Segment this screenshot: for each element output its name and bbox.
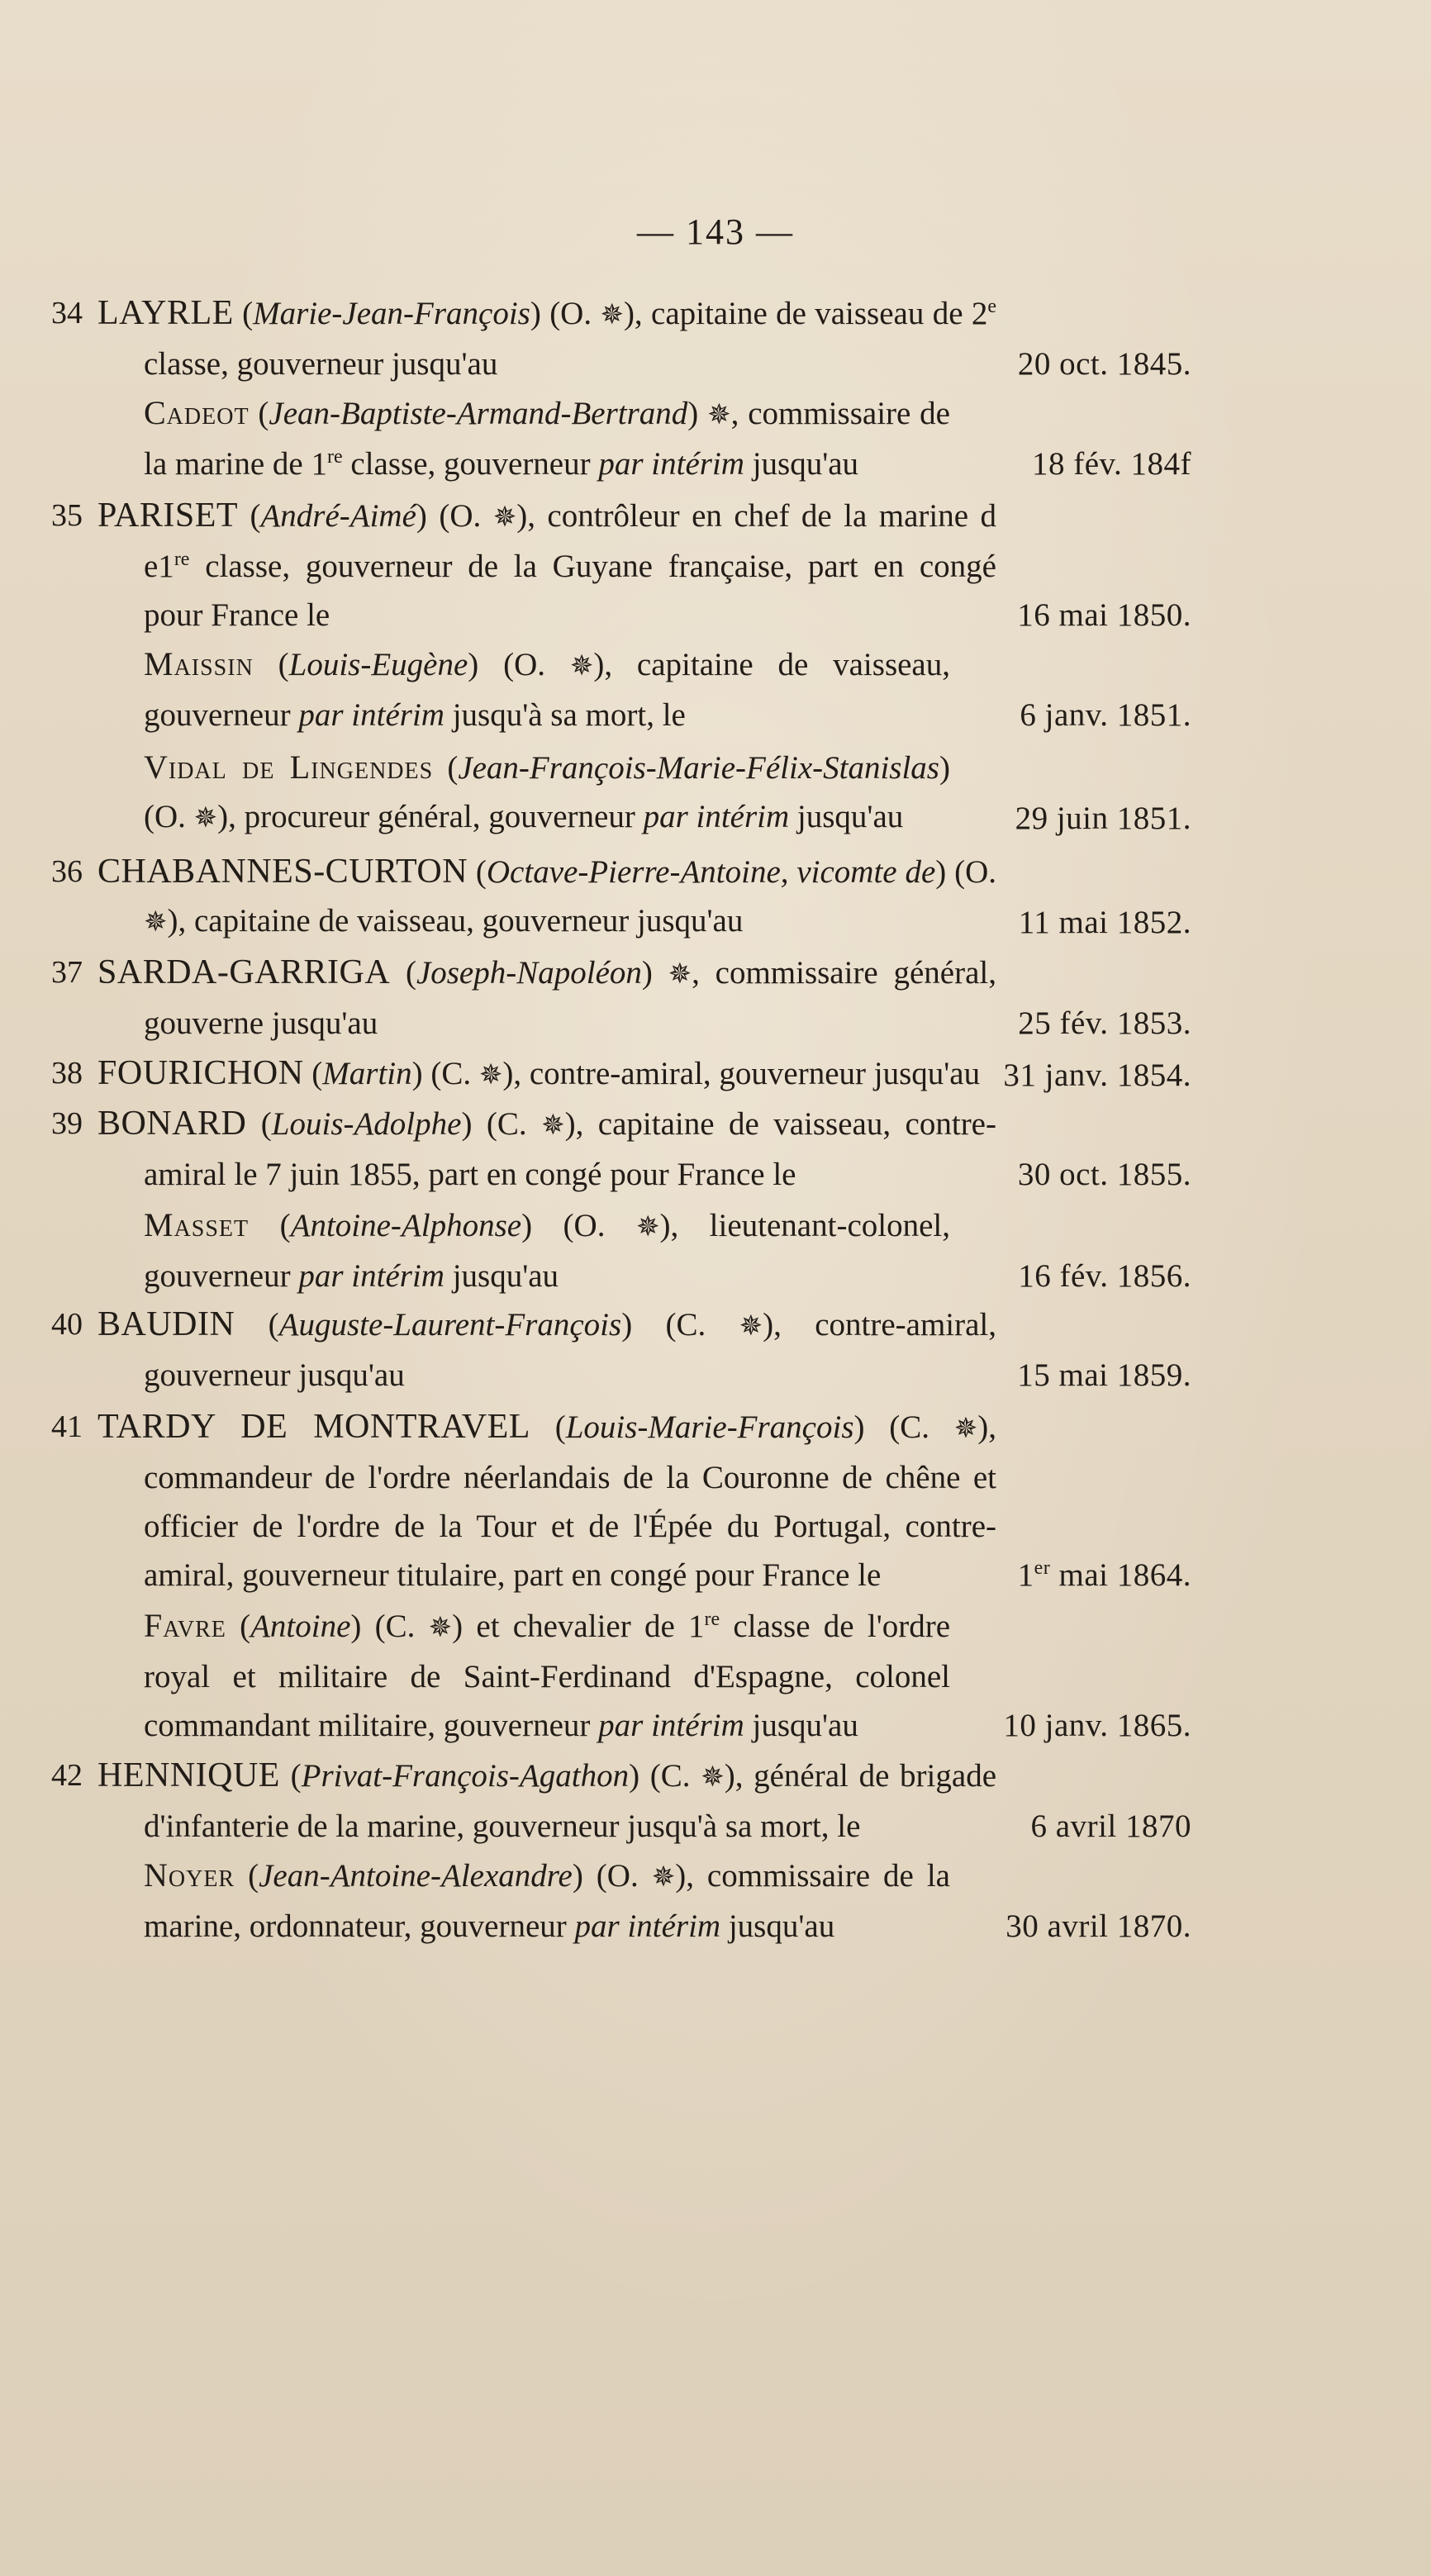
entry-description: (C. ✵), contre-amiral, gouverneur jusqu'au bbox=[144, 1307, 996, 1393]
entry-text: Favre (Antoine) (C. ✵) et chevalier de 1re classe de l'ordre royal et militaire de Saint-Ferdinand d'Espagne, colonel commandant militaire, gouverneur par intérim jusqu'au bbox=[144, 1607, 950, 1743]
entry-date: 30 avril 1870. bbox=[1006, 1908, 1191, 1944]
entry-text: Cadeot (Jean-Baptiste-Armand-Bertrand) ✵, commissaire de la marine de 1re classe, gouverneur par intérim jusqu'au bbox=[144, 394, 950, 482]
governor-entry bbox=[0, 1300, 1431, 1400]
governor-entry bbox=[0, 1751, 1431, 1851]
entry-description: (O. ✵), lieutenant-colonel, gouverneur par intérim jusqu'au bbox=[144, 1208, 950, 1294]
governor-name: Cadeot bbox=[144, 394, 250, 431]
governor-entry bbox=[0, 1100, 1431, 1199]
governor-name: TARDY DE MONTRAVEL bbox=[97, 1408, 530, 1446]
entry-text: Maissin (Louis-Eugène) (O. ✵), capitaine de vaisseau, gouverneur par intérim jusqu'à sa mort, le bbox=[144, 645, 950, 733]
entry-text: BAUDIN (Auguste-Laurent-François) (C. ✵), contre-amiral, gouverneur jusqu'au bbox=[97, 1305, 996, 1393]
entry-date: 20 oct. 1845. bbox=[1017, 346, 1191, 382]
entry-text: BONARD (Louis-Adolphe) (C. ✵), capitaine de vaisseau, contre-amiral le 7 juin 1855, part en congé pour France le bbox=[97, 1105, 996, 1192]
entry-number: 38 bbox=[51, 1056, 83, 1091]
entry-description: (C. ✵), général de brigade d'infanterie de la marine, gouverneur jusqu'à sa mort, le bbox=[144, 1758, 997, 1844]
entry-date: 30 oct. 1855. bbox=[1017, 1157, 1191, 1192]
governor-forenames: Octave-Pierre-Antoine, vicomte de bbox=[486, 854, 936, 890]
entry-text: SARDA-GARRIGA (Joseph-Napoléon) ✵, commissaire général, gouverne jusqu'au bbox=[97, 953, 996, 1041]
governor-forenames: Louis-Marie-François bbox=[565, 1409, 854, 1445]
entry-number: 37 bbox=[51, 955, 83, 990]
governor-forenames: Louis-Eugène bbox=[288, 647, 468, 682]
governor-name: Vidal de Lingendes bbox=[144, 749, 434, 786]
entry-description: ✵, commissaire général, gouverne jusqu'au bbox=[144, 955, 996, 1041]
governor-forenames: Privat-François-Agathon bbox=[301, 1758, 630, 1794]
governor-entry bbox=[0, 848, 1431, 947]
governor-forenames: Jean-François-Marie-Félix-Stanislas bbox=[458, 750, 939, 786]
interim-entry bbox=[0, 639, 1431, 739]
entry-text: Noyer (Jean-Antoine-Alexandre) (O. ✵), commissaire de la marine, ordonnateur, gouverneur par intérim jusqu'au bbox=[144, 1856, 950, 1944]
interim-entry bbox=[0, 388, 1431, 488]
interim-entry bbox=[0, 743, 1431, 843]
entry-text: FOURICHON (Martin) (C. ✵), contre-amiral, gouverneur jusqu'au bbox=[97, 1054, 981, 1092]
entry-number: 34 bbox=[51, 296, 83, 330]
governor-forenames: Martin bbox=[322, 1056, 412, 1091]
page-number: — 143 — bbox=[637, 211, 794, 252]
entry-description: (O. ✵), capitaine de vaisseau de 2e classe, gouverneur jusqu'au bbox=[144, 296, 996, 382]
entry-text: LAYRLE (Marie-Jean-François) (O. ✵), capitaine de vaisseau de 2e classe, gouverneur jusqu'au bbox=[97, 294, 996, 382]
governor-name: BONARD bbox=[97, 1105, 247, 1143]
entry-description: (O. ✵), contrôleur en chef de la marine d e1re classe, gouverneur de la Guyane française, part en congé pour France le bbox=[144, 498, 996, 633]
entry-description: (O. ✵), procureur général, gouverneur par intérim jusqu'au bbox=[144, 799, 904, 834]
governor-name: Favre bbox=[144, 1607, 226, 1644]
entry-date: 10 janv. 1865. bbox=[1003, 1708, 1191, 1743]
governor-entry bbox=[0, 948, 1431, 1048]
entry-description: (C. ✵), commandeur de l'ordre néerlandais de la Couronne de chêne et officier de l'ordre de la Tour et de l'Épée du Portugal, contre-amiral, gouverneur titulaire, part en congé pour France le bbox=[144, 1409, 996, 1593]
entry-date: 1er mai 1864. bbox=[1017, 1557, 1191, 1593]
entry-date: 6 avril 1870 bbox=[1030, 1808, 1191, 1844]
entry-date: 16 mai 1850. bbox=[1017, 597, 1191, 633]
entry-date: 25 fév. 1853. bbox=[1018, 1005, 1191, 1041]
governor-forenames: Jean-Antoine-Alexandre bbox=[259, 1858, 573, 1894]
governor-forenames: Antoine bbox=[250, 1609, 351, 1644]
governor-name: Masset bbox=[144, 1206, 250, 1243]
governor-name: CHABANNES-CURTON bbox=[97, 853, 468, 891]
entry-description: (O. ✵), capitaine de vaisseau, gouverneur par intérim jusqu'à sa mort, le bbox=[144, 647, 950, 733]
governor-name: BAUDIN bbox=[97, 1305, 235, 1343]
entry-number: 42 bbox=[51, 1758, 83, 1793]
governor-list bbox=[0, 289, 1431, 1951]
entry-description: (C. ✵), contre-amiral, gouverneur jusqu'au bbox=[422, 1056, 981, 1091]
governor-forenames: Louis-Adolphe bbox=[271, 1106, 462, 1142]
entry-description: (C. ✵) et chevalier de 1re classe de l'ordre royal et militaire de Saint-Ferdinand d'Espagne, colonel commandant militaire, gouverneur par intérim jusqu'au bbox=[144, 1609, 950, 1743]
governor-forenames: Antoine-Alphonse bbox=[290, 1208, 522, 1243]
governor-name: Maissin bbox=[144, 645, 254, 682]
governor-name: HENNIQUE bbox=[97, 1756, 280, 1794]
entry-number: 36 bbox=[51, 854, 83, 889]
entry-text: PARISET (André-Aimé) (O. ✵), contrôleur en chef de la marine d e1re classe, gouverneur de la Guyane française, part en congé pour France le bbox=[97, 497, 996, 633]
entry-text: Masset (Antoine-Alphonse) (O. ✵), lieutenant-colonel, gouverneur par intérim jusqu'au bbox=[144, 1206, 950, 1294]
entry-number: 40 bbox=[51, 1307, 83, 1342]
entry-description: ✵, commissaire de la marine de 1re classe, gouverneur par intérim jusqu'au bbox=[144, 396, 950, 482]
entry-text: Vidal de Lingendes (Jean-François-Marie-Félix-Stanislas) (O. ✵), procureur général, gouverneur par intérim jusqu'au bbox=[144, 749, 950, 834]
governor-forenames: Joseph-Napoléon bbox=[416, 955, 642, 991]
governor-forenames: Jean-Baptiste-Armand-Bertrand bbox=[269, 396, 688, 431]
governor-name: PARISET bbox=[97, 497, 239, 535]
governor-entry bbox=[0, 289, 1431, 388]
entry-description: (O. ✵), commissaire de la marine, ordonnateur, gouverneur par intérim jusqu'au bbox=[144, 1858, 950, 1944]
governor-name: FOURICHON bbox=[97, 1054, 304, 1092]
governor-forenames: Auguste-Laurent-François bbox=[278, 1307, 622, 1343]
entry-description: (C. ✵), capitaine de vaisseau, contre-amiral le 7 juin 1855, part en congé pour France le bbox=[144, 1106, 996, 1192]
governor-forenames: André-Aimé bbox=[260, 498, 416, 534]
entry-text: TARDY DE MONTRAVEL (Louis-Marie-François) (C. ✵), commandeur de l'ordre néerlandais de la Couronne de chêne et officier de l'ordre de la Tour et de l'Épée du Portugal, contre-amiral, gouverneur titulaire, part en congé pour France le bbox=[97, 1408, 996, 1593]
entry-date: 6 janv. 1851. bbox=[1020, 697, 1191, 733]
entry-date: 31 janv. 1854. bbox=[1003, 1057, 1191, 1093]
governor-entry bbox=[0, 1049, 1431, 1100]
entry-text: CHABANNES-CURTON (Octave-Pierre-Antoine, vicomte de) (O. ✵), capitaine de vaisseau, gouverneur jusqu'au bbox=[97, 853, 996, 939]
interim-entry bbox=[0, 1200, 1431, 1300]
entry-number: 41 bbox=[51, 1409, 83, 1444]
entry-number: 35 bbox=[51, 498, 83, 533]
entry-date: 15 mai 1859. bbox=[1017, 1357, 1191, 1393]
entry-date: 11 mai 1852. bbox=[1018, 905, 1191, 940]
governor-name: Noyer bbox=[144, 1856, 235, 1894]
governor-name: SARDA-GARRIGA bbox=[97, 953, 391, 991]
entry-date: 29 juin 1851. bbox=[1015, 801, 1191, 836]
interim-entry bbox=[0, 1851, 1431, 1951]
governor-name: LAYRLE bbox=[97, 294, 234, 332]
interim-entry bbox=[0, 1601, 1431, 1750]
entry-text: HENNIQUE (Privat-François-Agathon) (C. ✵), général de brigade d'infanterie de la marine, gouverneur jusqu'à sa mort, le bbox=[97, 1756, 997, 1844]
governor-forenames: Marie-Jean-François bbox=[253, 296, 530, 331]
governor-entry bbox=[0, 492, 1431, 639]
entry-description: (O. ✵), capitaine de vaisseau, gouverneur jusqu'au bbox=[144, 854, 996, 939]
entry-number: 39 bbox=[51, 1106, 83, 1141]
entry-date: 18 fév. 184f bbox=[1031, 446, 1191, 482]
governor-entry bbox=[0, 1403, 1431, 1599]
entry-date: 16 fév. 1856. bbox=[1018, 1258, 1191, 1294]
